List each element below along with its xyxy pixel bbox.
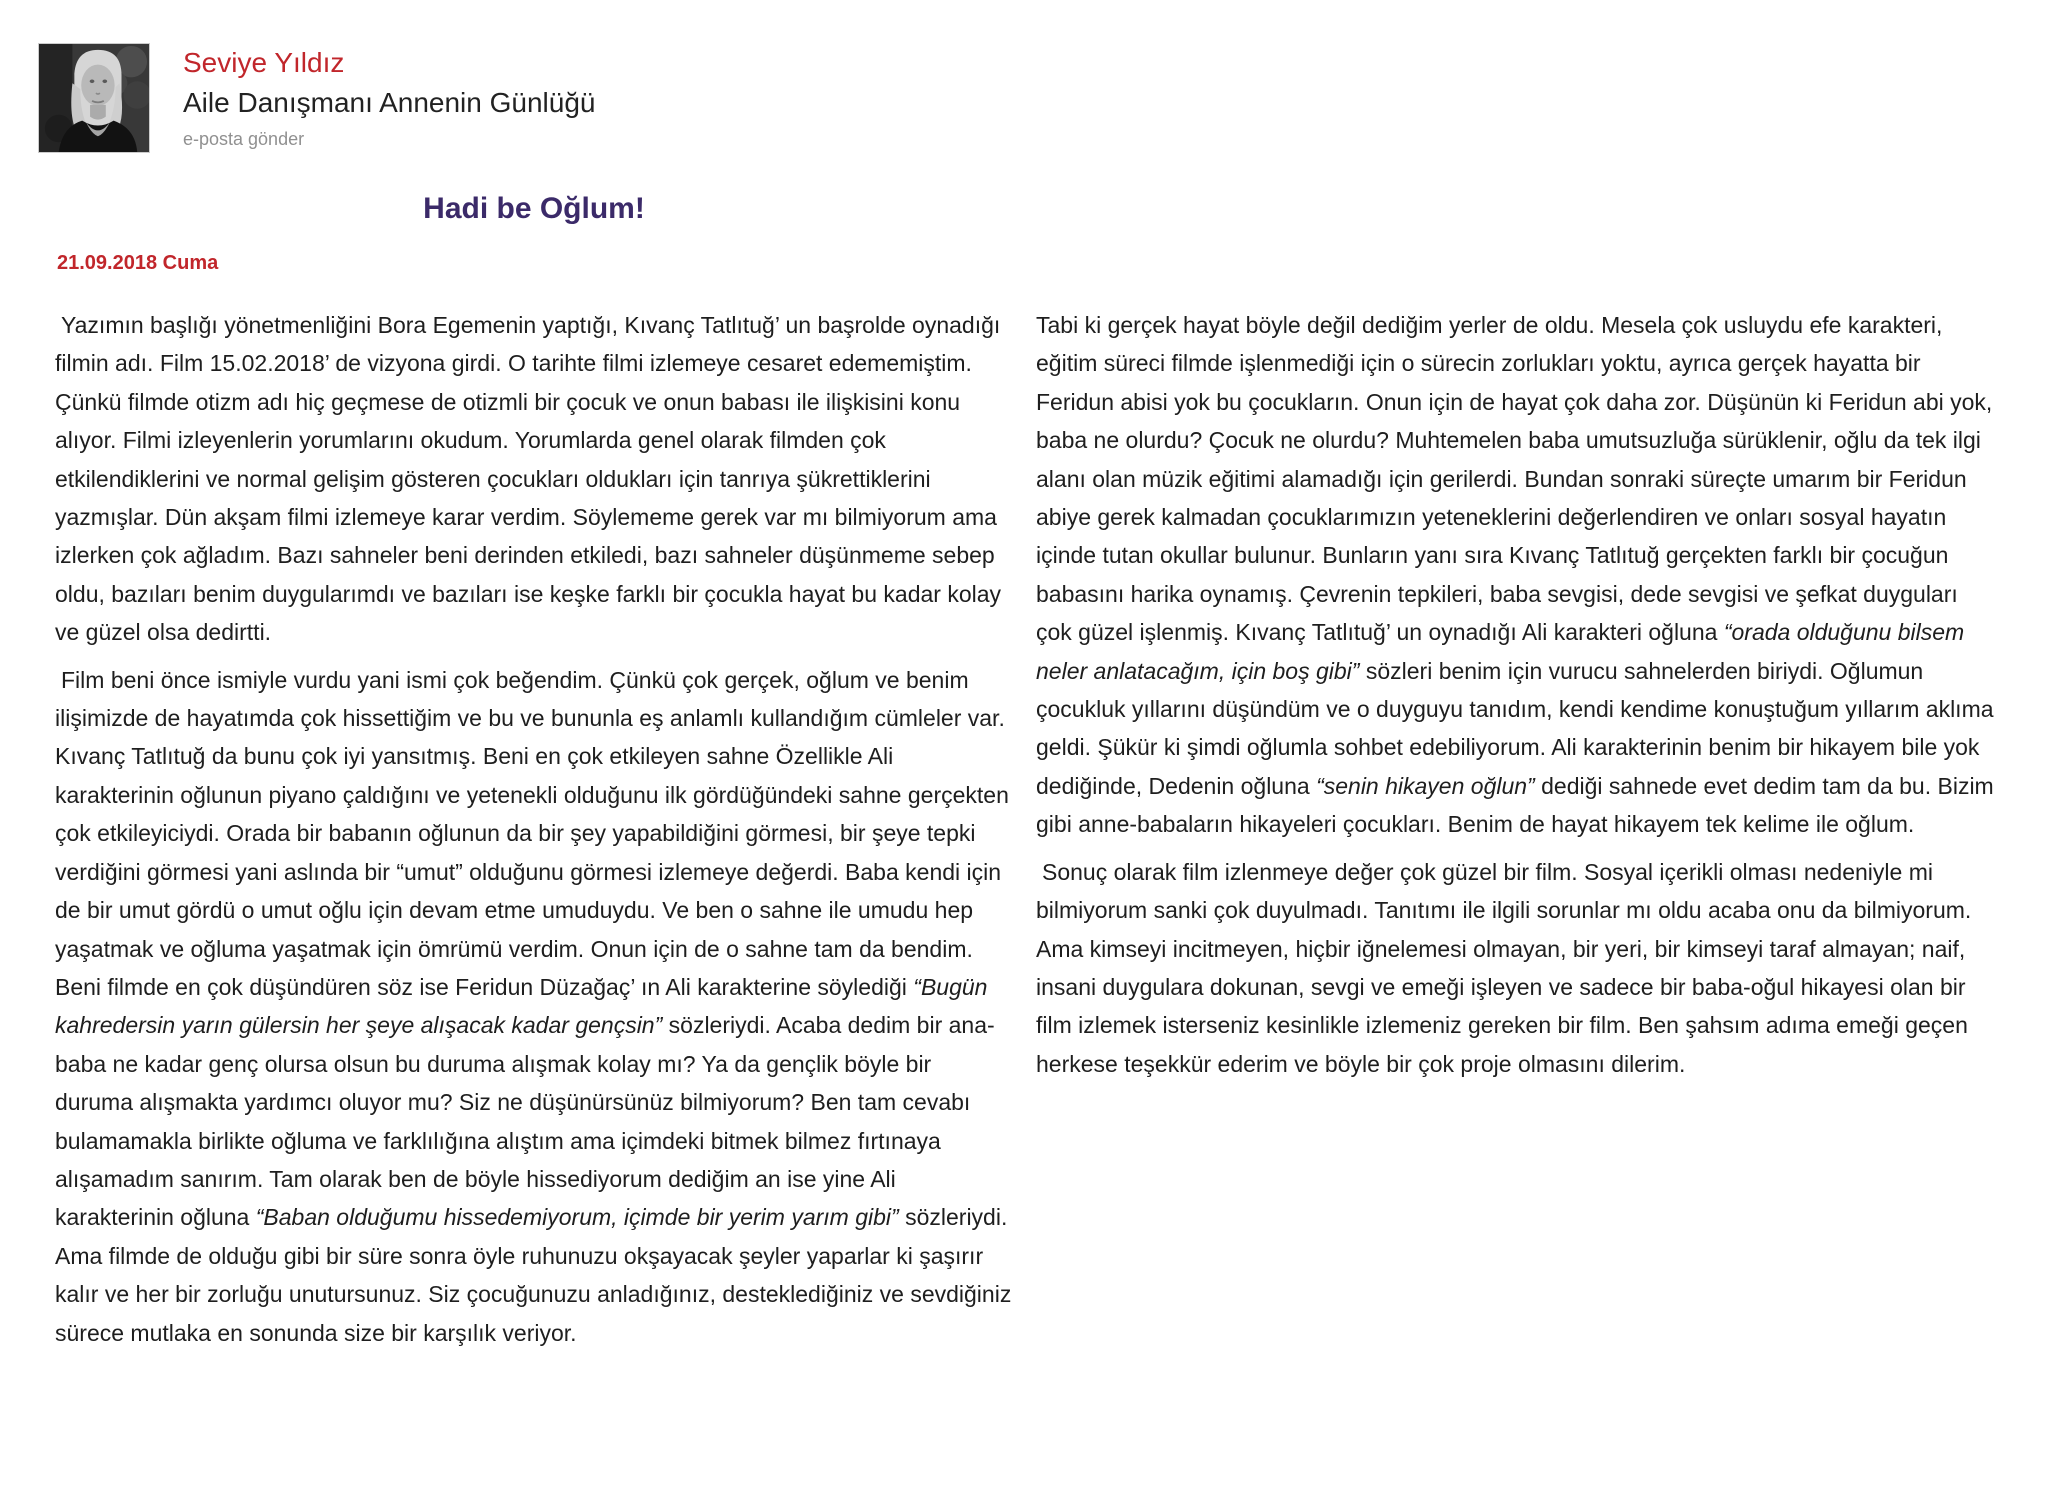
author-block xyxy=(183,46,596,151)
paragraph: Sonuç olarak film izlenmeye değer çok güzel bir film. Sosyal içerikli olması nedeniyle mi bilmiyorum sanki çok duyulmadı. Tanıtımı ile ilgili sorunlar mı oldu acaba onu da bilmiyorum. Ama kimseyi incitmeyen, hiçbir iğnelemesi olmayan, bir yeri, bir kimseyi taraf almayan; naif, insani duygulara dokunan, sevgi ve emeği işleyen ve sadece bir baba-oğul hikayesi olan bir film izlemek isterseniz kesinlikle izlemeniz gereken bir film. Ben şahsım adıma emeği geçen herkese teşekkür ederim ve böyle bir çok proje olmasını dilerim. xyxy=(1036,858,1972,1077)
article-title: Hadi be Oğlum! xyxy=(423,192,645,225)
paragraph: Yazımın başlığı yönetmenliğini Bora Egemenin yaptığı, Kıvanç Tatlıtuğ’ un başrolde oynadığı filmin adı. Film 15.02.2018’ de vizyona girdi. O tarihte filmi izlemeye cesaret edememiştim. Çünkü filmde otizm adı hiç geçmese de otizmli bir çocuk ve onun babası ile ilişkisini konu alıyor. Filmi izleyenlerin yorumlarını okudum. Yorumlarda genel olarak filmden çok etkilendiklerini ve normal gelişim gösteren çocukları oldukları için tanrıya şükrettiklerini yazmışlar. Dün akşam filmi izlemeye karar verdim. Söylememe gerek var mı bilmiyorum ama izlerken çok ağladım. Bazı sahneler beni derinden etkiledi, bazı sahneler düşünmeme sebep oldu, bazıları benim duygularımdı ve bazıları ise keşke farklı bir çocukla hayat bu kadar kolay ve güzel olsa dedirtti. xyxy=(55,312,1002,646)
article-date: 21.09.2018 Cuma xyxy=(57,252,219,274)
author-avatar xyxy=(38,43,150,153)
author-subtitle: Aile Danışmanı Annenin Günlüğü xyxy=(183,86,596,118)
article-column-left xyxy=(55,306,1014,1361)
paragraph: Film beni önce ismiyle vurdu yani ismi çok beğendim. Çünkü çok gerçek, oğlum ve benim ilişimizde de hayatımda çok hissettiğim ve bu ve bununla eş anlamlı kullandığım cümleler var. Kıvanç Tatlıtuğ da bunu çok iyi yansıtmış. Beni en çok etkileyen sahne Özellikle Ali karakterinin oğlunun piyano çaldığını ve yetenekli olduğunu ilk gördüğündeki sahne gerçekten çok etkileyiciydi. Orada bir babanın oğlunun da bir şey yapabildiğini görmesi, bir şeye tepki verdiğini görmesi yani aslında bir “umut” olduğunu görmesi izlemeye değerdi. Baba kendi için de bir umut gördü o umut oğlu için devam etme umuduydu. Ve ben o sahne ile umudu hep yaşatmak ve oğluma yaşatmak için ömrümü verdim. Onun için de o sahne tam da bendim. Beni filmde en çok düşündüren söz ise Feridun Düzağaç’ ın Ali karakterine söylediği “Bugün kahredersin yarın gülersin her şeye alışacak kadar gençsin” sözleriydi. Acaba dedim bir ana-baba ne kadar genç olursa olsun bu duruma alışmak kolay mı? Ya da gençlik böyle bir duruma alışmakta yardımcı oluyor mu? Siz ne düşünürsünüz bilmiyorum? Ben tam cevabı bulamamakla birlikte oğluma ve farklılığına alıştım ama içimdeki bitmek bilmez fırtınaya alışamadım sanırım. Tam olarak ben de böyle hissediyorum dediğim an ise yine Ali karakterinin oğluna “Baban olduğumu hissedemiyorum, içimde bir yerim yarım gibi” sözleriydi. Ama filmde de olduğu gibi bir süre sonra öyle ruhunuzu okşayacak şeyler yaparlar ki şaşırır kalır ve her bir zorluğu unutursunuz. Siz çocuğunuzu anladığınız, desteklediğiniz ve sevdiğiniz sürece mutlaka en sonunda size bir karşılık veriyor. xyxy=(55,666,1012,1346)
author-portrait-image xyxy=(39,44,149,152)
paragraph: Tabi ki gerçek hayat böyle değil dediğim yerler de oldu. Mesela çok usluydu efe karakteri, eğitim süreci filmde işlenmediği için o sürecin zorlukları yoktu, ayrıca gerçek hayatta bir Feridun abisi yok bu çocukların. Onun için de hayat çok daha zor. Düşünün ki Feridun abi yok, baba ne olurdu? Çocuk ne olurdu? Muhtemelen baba umutsuzluğa sürüklenir, oğlu da tek ilgi alanı olan müzik eğitimi alamadığı için gerilerdi. Bundan sonraki süreçte umarım bir Feridun abiye gerek kalmadan çocuklarımızın yeteneklerini değerlendiren ve onları sosyal hayatın içinde tutan okullar bulunur. Bunların yanı sıra Kıvanç Tatlıtuğ gerçekten farklı bir çocuğun babasını harika oynamış. Çevrenin tepkileri, baba sevgisi, dede sevgisi ve şefkat duyguları çok güzel işlenmiş. Kıvanç Tatlıtuğ’ un oynadığı Ali karakteri oğluna “orada olduğunu bilsem neler anlatacağım, için boş gibi” sözleri benim için vurucu sahnelerden biriydi. Oğlumun çocukluk yıllarını düşündüm ve o duyguyu tanıdım, kendi kendime konuştuğum yıllarım aklıma geldi. Şükür ki şimdi oğlumla sohbet edebiliyorum. Ali karakterinin benim bir hikayem bile yok dediğinde, Dedenin oğluna “senin hikayen oğlun” dediği sahnede evet dedim tam da bu. Bizim gibi anne-babaların hikayeleri çocukları. Benim de hayat hikayem tek kelime ile oğlum. xyxy=(1036,312,1994,838)
author-name-link[interactable]: Seviye Yıldız xyxy=(183,47,345,78)
article-column-right xyxy=(1036,306,1995,1361)
send-email-link[interactable]: e-posta gönder xyxy=(183,129,305,150)
article-body xyxy=(55,306,1995,1361)
